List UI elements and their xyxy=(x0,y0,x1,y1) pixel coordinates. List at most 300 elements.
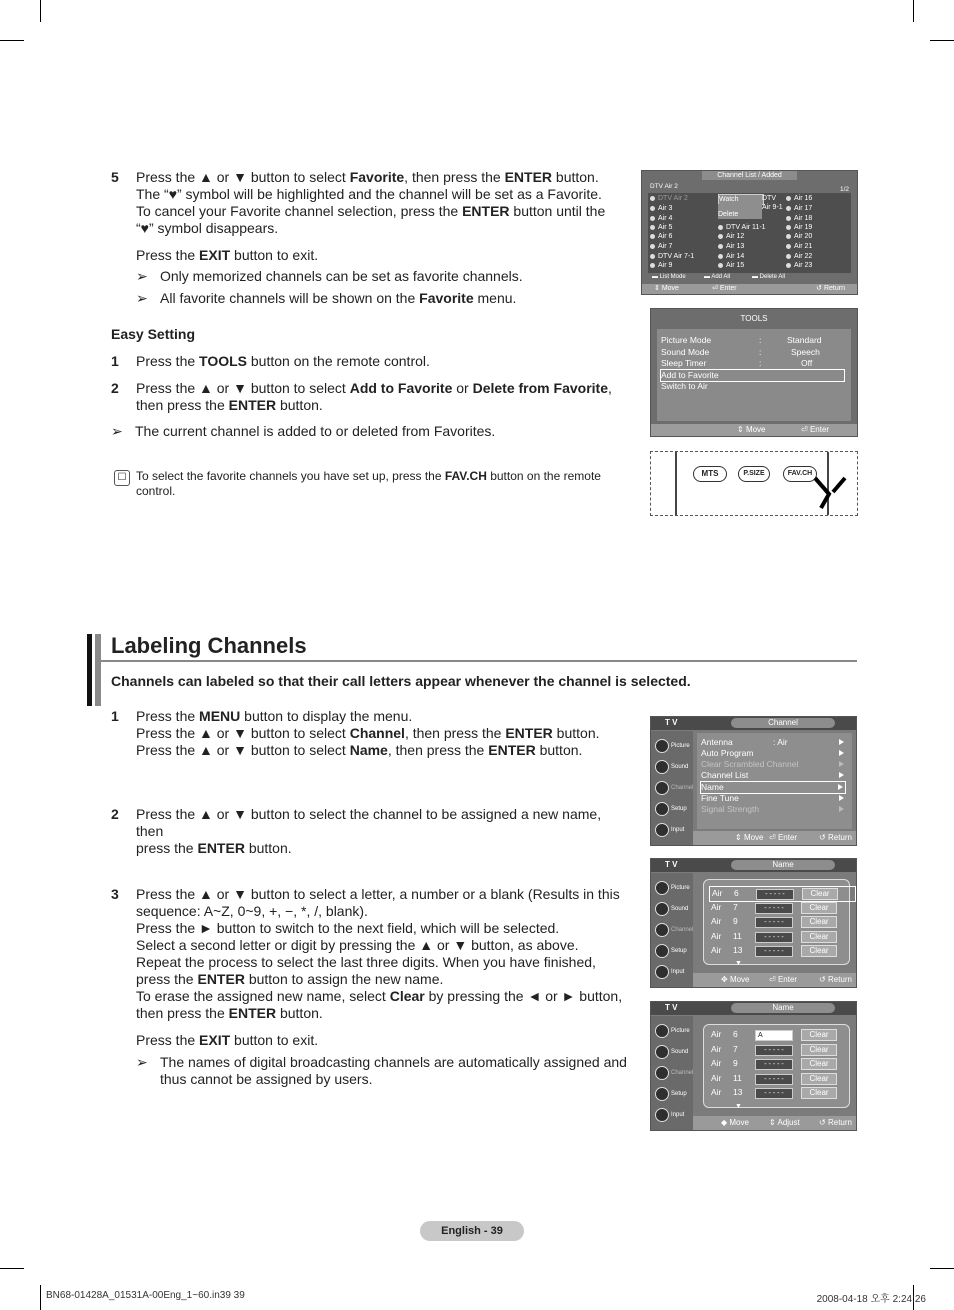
text: Setup xyxy=(671,806,687,812)
side-item-input[interactable] xyxy=(653,1106,693,1124)
easy-step-1 xyxy=(111,353,631,370)
return-hint: ↺ Return xyxy=(819,833,852,842)
text: Air 22 xyxy=(794,253,813,260)
text-line xyxy=(136,742,631,759)
text: button to exit. xyxy=(230,1032,319,1048)
text: Move xyxy=(661,285,679,292)
channel-item[interactable] xyxy=(650,223,672,232)
text: Channel xyxy=(671,1070,694,1076)
text: Picture Mode xyxy=(661,335,712,345)
heart-icon xyxy=(650,263,655,268)
step-number: 2 xyxy=(111,380,119,396)
channel-item[interactable] xyxy=(786,204,812,213)
adjust-hint: ⇕ Adjust xyxy=(769,1118,800,1127)
screen-footer xyxy=(693,831,856,845)
picture-icon xyxy=(655,881,669,895)
text: Move xyxy=(729,975,750,984)
text: 11 xyxy=(733,931,742,941)
side-item-picture[interactable] xyxy=(653,879,693,897)
text: List Mode xyxy=(659,274,686,280)
text: button to assign the new name. xyxy=(244,971,444,987)
text: Sound xyxy=(671,906,689,912)
text: , then press the xyxy=(387,742,489,758)
text: Air 13 xyxy=(726,243,745,250)
text: Antenna xyxy=(701,737,733,747)
popup-watch[interactable]: Watch xyxy=(718,194,764,205)
easy-note xyxy=(111,423,655,440)
clear-button[interactable]: Clear xyxy=(801,1058,837,1070)
channel-item[interactable] xyxy=(650,232,672,241)
name-screen-2 xyxy=(650,1001,857,1131)
text: Press the xyxy=(136,708,200,724)
arrow-right-icon xyxy=(838,784,843,790)
tools-row-sound-mode[interactable] xyxy=(661,347,845,358)
text: 13 xyxy=(733,945,743,955)
enter-hint: ⏎ Enter xyxy=(712,285,737,292)
page-indicator: 1/2 xyxy=(839,186,849,193)
text: ” symbol will be highlighted and the channel will be set as a Favorite. xyxy=(177,186,602,202)
channel-item[interactable]: DTV Air 9-1 xyxy=(762,195,783,211)
name-row[interactable] xyxy=(709,944,854,958)
side-item-setup[interactable] xyxy=(653,942,693,960)
screen-title: Channel List / Added xyxy=(702,171,797,180)
arrow-right-icon xyxy=(839,739,844,745)
name-field[interactable]: - - - - - xyxy=(756,889,794,900)
menu-body xyxy=(697,733,852,829)
text: To cancel your Favorite channel selection, press the xyxy=(136,203,463,219)
text: Sound xyxy=(671,764,689,770)
move-hint: ✥ Move xyxy=(721,975,750,984)
arrow-icon: ➢ xyxy=(136,268,148,284)
footer-timestamp: 2008-04-18 오후 2:24:26 xyxy=(816,1294,926,1305)
channel-item[interactable] xyxy=(718,261,744,270)
crop-mark xyxy=(930,1268,954,1269)
side-item-channel[interactable] xyxy=(653,921,693,939)
text: Air xyxy=(711,1087,722,1097)
text-line xyxy=(136,1005,631,1022)
text: button. xyxy=(535,742,583,758)
step-number: 1 xyxy=(111,708,119,724)
screen-footer xyxy=(693,1116,856,1130)
text: Fine Tune xyxy=(701,793,739,803)
text: Delete from Favorite xyxy=(472,380,608,396)
tools-row-switch-to-air[interactable] xyxy=(661,381,845,392)
name-field[interactable]: - - - - - xyxy=(755,1088,793,1099)
text: button. xyxy=(276,1005,323,1021)
text: EXIT xyxy=(199,247,231,263)
scroll-down-icon[interactable]: ▼ xyxy=(735,960,742,967)
text: Press the xyxy=(136,1032,200,1048)
text: ” symbol disappears. xyxy=(148,220,279,236)
channel-item[interactable] xyxy=(650,214,672,223)
arrow-icon: ➢ xyxy=(111,423,123,439)
text: Press the ▲ or ▼ button to select xyxy=(136,169,350,185)
channel-item[interactable] xyxy=(786,261,812,270)
name-row[interactable] xyxy=(709,930,854,944)
text-line xyxy=(136,397,631,414)
crop-mark xyxy=(40,1285,41,1310)
text: , then press the xyxy=(404,169,505,185)
channel-item[interactable] xyxy=(718,242,744,251)
text: button. xyxy=(552,169,599,185)
side-item-picture[interactable] xyxy=(653,1022,693,1040)
text: Auto Program xyxy=(701,748,754,758)
text: ENTER xyxy=(462,203,510,219)
text: Picture xyxy=(671,885,690,891)
side-item-channel[interactable] xyxy=(653,1064,693,1082)
text: Air 23 xyxy=(794,262,813,269)
text: Air 18 xyxy=(794,215,813,222)
text: Press the ▲ or ▼ button to select xyxy=(136,742,350,758)
screen-footer xyxy=(693,973,856,987)
side-item-setup[interactable] xyxy=(653,1085,693,1103)
name-row[interactable] xyxy=(709,1057,854,1071)
heart-icon xyxy=(650,216,655,221)
input-icon xyxy=(655,965,669,979)
text-line xyxy=(136,840,631,857)
text-line xyxy=(136,469,626,484)
scroll-down-icon[interactable]: ▼ xyxy=(735,1103,742,1110)
menu-row-signal-strength[interactable] xyxy=(701,804,846,815)
text: : xyxy=(759,358,762,368)
channel-icon xyxy=(655,923,669,937)
heart-icon xyxy=(786,196,791,201)
text-line xyxy=(136,971,631,988)
channel-item[interactable] xyxy=(718,223,766,232)
name-field[interactable]: A xyxy=(755,1030,793,1041)
easy-setting-heading: Easy Setting xyxy=(111,326,196,342)
legend-list-mode: ▬ List Mode xyxy=(652,274,686,280)
text-line xyxy=(136,203,631,220)
name-field[interactable]: - - - - - xyxy=(755,1045,793,1056)
screen-title: TOOLS xyxy=(740,314,768,323)
text: Press the xyxy=(136,247,200,263)
text: DTV Air 7-1 xyxy=(658,253,695,260)
tools-row-sleep-timer[interactable] xyxy=(661,358,845,369)
clear-button[interactable]: Clear xyxy=(801,931,837,943)
text: Channel xyxy=(671,785,694,791)
popup-delete[interactable]: Delete xyxy=(718,210,762,219)
clear-button[interactable]: Clear xyxy=(801,902,837,914)
channel-item[interactable] xyxy=(718,232,744,241)
note xyxy=(136,268,631,285)
side-item-sound[interactable] xyxy=(653,758,693,776)
text: Air 16 xyxy=(794,195,813,202)
psize-button[interactable]: P.SIZE xyxy=(738,466,770,482)
text-line: Press the ▲ or ▼ button to select a letter, a number or a blank (Results in this xyxy=(136,886,620,902)
tools-body xyxy=(657,329,851,421)
text: Air xyxy=(711,1058,722,1068)
text: Add to Favorite xyxy=(661,370,719,380)
text: Air xyxy=(711,945,722,955)
crop-mark xyxy=(0,40,24,41)
text: Add All xyxy=(711,274,731,280)
text: Air 3 xyxy=(658,205,673,212)
clear-button[interactable]: Clear xyxy=(801,945,837,957)
return-hint: ↺ Return xyxy=(816,285,845,292)
text: Air xyxy=(711,916,722,926)
text: Press the ▲ or ▼ button to select xyxy=(136,725,350,741)
menu-row-channel-list[interactable] xyxy=(701,770,846,781)
channel-item[interactable] xyxy=(786,242,812,251)
text: by pressing the ◄ or ► button, xyxy=(424,988,623,1004)
side-item-sound[interactable] xyxy=(653,900,693,918)
channel-menu-screen xyxy=(650,716,857,846)
text: ENTER xyxy=(505,725,553,741)
text: button on the remote control. xyxy=(247,353,430,369)
channel-item[interactable] xyxy=(786,232,812,241)
text: Air 14 xyxy=(726,253,745,260)
text: button. xyxy=(552,725,600,741)
heart-icon xyxy=(650,225,655,230)
channel-item[interactable] xyxy=(650,194,688,203)
clear-button[interactable]: Clear xyxy=(801,1029,837,1041)
text: Name xyxy=(701,782,724,792)
text-line xyxy=(136,1032,631,1049)
text: Air 5 xyxy=(658,224,673,231)
channel-item[interactable] xyxy=(650,261,672,270)
clear-button[interactable]: Clear xyxy=(801,1087,837,1099)
text: Name xyxy=(349,742,388,758)
arrow-right-icon xyxy=(839,772,844,778)
text: Enter xyxy=(777,833,798,842)
text: Air 9 xyxy=(658,262,673,269)
clear-button[interactable]: Clear xyxy=(802,888,838,900)
text: Air 12 xyxy=(726,233,745,240)
text: Return xyxy=(827,1118,852,1127)
text: MENU xyxy=(199,708,241,724)
text: Move xyxy=(743,833,764,842)
tv-label: T V xyxy=(665,1003,678,1012)
text: Signal Strength xyxy=(701,804,760,814)
section-bar xyxy=(95,634,101,706)
tip-text xyxy=(136,469,626,499)
name-field[interactable]: - - - - - xyxy=(755,946,793,957)
text: menu. xyxy=(473,290,517,306)
screen-footer xyxy=(642,284,857,294)
heart-icon xyxy=(650,254,655,259)
heart-icon xyxy=(650,244,655,249)
text: 6 xyxy=(733,1029,738,1039)
name-row[interactable] xyxy=(709,1072,854,1086)
side-menu xyxy=(651,731,693,845)
name-row[interactable] xyxy=(709,915,854,929)
text: button to display the menu. xyxy=(240,708,413,724)
step-number: 3 xyxy=(111,886,119,902)
screen-title: Name xyxy=(731,860,835,870)
text: Air xyxy=(711,1029,722,1039)
easy-step-2 xyxy=(111,380,631,414)
arrow-icon: ➢ xyxy=(136,1054,148,1070)
channel-item[interactable] xyxy=(786,252,812,261)
tools-row-picture-mode[interactable] xyxy=(661,335,845,346)
text: Clear Scrambled Channel xyxy=(701,759,799,769)
setup-icon xyxy=(655,802,669,816)
side-item-sound[interactable] xyxy=(653,1043,693,1061)
enter-hint: ⏎ Enter xyxy=(769,833,798,842)
text: Sound xyxy=(671,1049,689,1055)
arrow-right-icon xyxy=(839,806,844,812)
note xyxy=(136,290,631,307)
text: then press the xyxy=(136,1005,229,1021)
name-field[interactable]: - - - - - xyxy=(755,932,793,943)
current-channel: DTV Air 2 xyxy=(650,183,678,190)
text: : Air xyxy=(773,737,788,747)
text: Switch to Air xyxy=(661,381,708,391)
sound-icon xyxy=(655,902,669,916)
text-line xyxy=(136,247,631,264)
name-field[interactable]: - - - - - xyxy=(755,903,793,914)
text-line xyxy=(136,484,626,499)
enter-hint: ⏎ Enter xyxy=(801,425,830,434)
name-row[interactable] xyxy=(709,1086,854,1100)
channel-item[interactable] xyxy=(650,252,694,261)
channel-item[interactable] xyxy=(650,204,672,213)
heart-icon xyxy=(718,263,723,268)
text: All favorite channels will be shown on the xyxy=(160,290,420,306)
move-hint: ⇕ Move xyxy=(737,425,766,434)
arrow-right-icon xyxy=(839,795,844,801)
text: Enter xyxy=(719,285,737,292)
side-item-input[interactable] xyxy=(653,963,693,981)
text: then press the xyxy=(136,397,229,413)
text: Return xyxy=(827,975,852,984)
channel-item[interactable] xyxy=(786,223,812,232)
text-line: Press the ▲ or ▼ button to select the channel to be assigned a new name, then xyxy=(136,806,602,839)
tools-screen xyxy=(650,308,858,437)
text: Move xyxy=(745,425,766,434)
text: Air xyxy=(711,931,722,941)
text: control. xyxy=(136,484,176,498)
step-5 xyxy=(111,169,631,307)
text: Press the xyxy=(136,353,200,369)
menu-row-clear-scrambled[interactable] xyxy=(701,759,846,770)
text: Sound Mode xyxy=(661,347,710,357)
tv-label: T V xyxy=(665,718,678,727)
step-number: 5 xyxy=(111,169,119,185)
name-field[interactable]: - - - - - xyxy=(755,917,793,928)
screen-footer xyxy=(651,424,857,436)
clear-button[interactable]: Clear xyxy=(801,916,837,928)
text: 11 xyxy=(733,1073,742,1083)
text: press the xyxy=(136,840,198,856)
remote-body xyxy=(675,452,829,515)
heart-icon: ♥ xyxy=(168,186,177,202)
step-number: 2 xyxy=(111,806,119,822)
channel-item[interactable] xyxy=(786,214,812,223)
text: Channel xyxy=(671,927,694,933)
text-line: Press the ► button to switch to the next field, which will be selected. xyxy=(136,920,560,936)
text: 9 xyxy=(733,1058,738,1068)
text: Setup xyxy=(671,948,687,954)
heart-icon xyxy=(650,196,655,201)
heart-icon: ♥ xyxy=(140,220,149,236)
picture-icon xyxy=(655,739,669,753)
text: 7 xyxy=(733,1044,738,1054)
text: Air xyxy=(711,902,722,912)
name-row[interactable] xyxy=(709,886,856,902)
text: Off xyxy=(801,358,813,368)
channel-icon xyxy=(655,1066,669,1080)
crop-mark xyxy=(930,40,954,41)
text: Air xyxy=(711,1044,722,1054)
heart-icon xyxy=(786,244,791,249)
text: Only memorized channels can be set as favorite channels. xyxy=(160,268,523,284)
text: 9 xyxy=(733,916,738,926)
text: Air xyxy=(711,1073,722,1083)
text: Return xyxy=(827,833,852,842)
section-bar xyxy=(87,634,92,706)
channel-grid xyxy=(648,193,851,273)
text-line: Repeat the process to select the last three digits. When you have finished, xyxy=(136,954,596,970)
text-line xyxy=(136,380,631,397)
side-item-channel[interactable] xyxy=(653,779,693,797)
input-icon xyxy=(655,1108,669,1122)
text: Input xyxy=(671,969,685,975)
text: button. xyxy=(276,397,323,413)
favch-button[interactable]: FAV.CH xyxy=(783,466,817,482)
text: Air 4 xyxy=(658,215,673,222)
heart-icon xyxy=(718,225,723,230)
channel-item[interactable] xyxy=(786,194,812,203)
text-line xyxy=(136,708,631,725)
mts-button[interactable]: MTS xyxy=(693,466,727,482)
text: Press the ▲ or ▼ button to select xyxy=(136,380,350,396)
legend-delete-all: ▬ Delete All xyxy=(752,274,786,280)
name-field[interactable]: - - - - - xyxy=(755,1074,793,1085)
text: Move xyxy=(729,1118,749,1127)
move-hint: ◆ Move xyxy=(721,1118,749,1127)
name-row[interactable] xyxy=(709,1043,854,1057)
footer-file-info: BN68-01428A_01531A-00Eng_1~60.in39 39 xyxy=(46,1290,245,1301)
text: button. xyxy=(244,840,292,856)
channel-item[interactable] xyxy=(650,242,672,251)
text: thus cannot be assigned by users. xyxy=(160,1071,373,1087)
return-hint: ↺ Return xyxy=(819,975,852,984)
text: ENTER xyxy=(197,840,245,856)
return-hint: ↺ Return xyxy=(819,1118,852,1127)
section-title: Labeling Channels xyxy=(111,633,307,658)
text: The current channel is added to or deleted from Favorites. xyxy=(135,423,496,439)
side-item-input[interactable] xyxy=(653,821,693,839)
side-item-picture[interactable] xyxy=(653,737,693,755)
text: To select the favorite channels you have set up, press the xyxy=(136,469,445,483)
channel-item[interactable] xyxy=(718,252,744,261)
text: Channel List xyxy=(701,770,749,780)
heart-icon xyxy=(786,263,791,268)
menu-row-fine-tune[interactable] xyxy=(701,793,846,804)
name-field[interactable]: - - - - - xyxy=(755,1059,793,1070)
name-row[interactable] xyxy=(709,901,854,915)
divider xyxy=(101,660,857,662)
clear-button[interactable]: Clear xyxy=(801,1044,837,1056)
side-item-setup[interactable] xyxy=(653,800,693,818)
text: Add to Favorite xyxy=(349,380,453,396)
note xyxy=(136,1054,631,1088)
menu-row-antenna[interactable] xyxy=(701,737,846,748)
remote-illustration xyxy=(650,451,858,516)
text: , then press the xyxy=(404,725,506,741)
text: The “ xyxy=(136,186,169,202)
name-row[interactable] xyxy=(709,1028,854,1042)
menu-row-auto-program[interactable] xyxy=(701,748,846,759)
step-number: 1 xyxy=(111,353,119,369)
clear-button[interactable]: Clear xyxy=(801,1073,837,1085)
heart-icon xyxy=(650,206,655,211)
heart-icon xyxy=(718,244,723,249)
heart-icon xyxy=(718,254,723,259)
crop-mark xyxy=(0,1268,24,1269)
